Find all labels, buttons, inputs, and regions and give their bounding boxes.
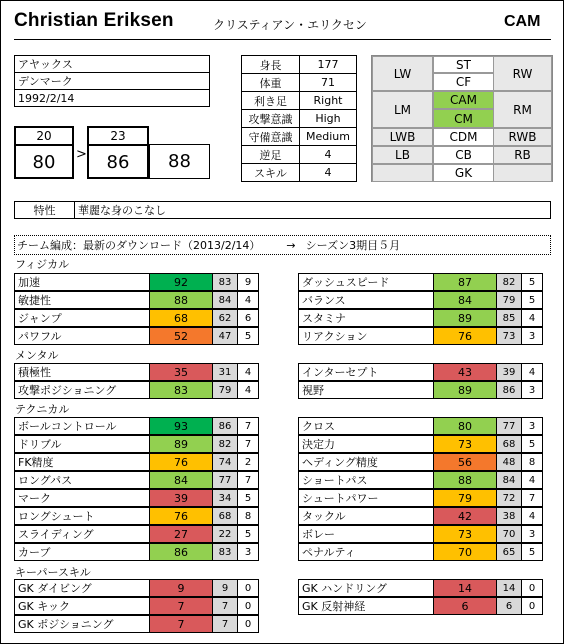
stat-step: 2 <box>237 453 259 471</box>
position-rw: RW <box>493 56 552 91</box>
stat-base: 48 <box>496 453 522 471</box>
stat-base: 84 <box>496 471 522 489</box>
stat-value: 86 <box>149 543 213 561</box>
stat-value: 43 <box>433 363 497 381</box>
stat-step: 3 <box>237 543 259 561</box>
stat-step: 3 <box>521 525 543 543</box>
stat-base: 31 <box>212 363 238 381</box>
stat-name: GK 反射神経 <box>298 597 434 615</box>
stat-base: 82 <box>212 435 238 453</box>
stat-step: 3 <box>521 417 543 435</box>
stat-base: 22 <box>212 525 238 543</box>
stat-step: 9 <box>237 273 259 291</box>
stat-value: 42 <box>433 507 497 525</box>
stat-base: 7 <box>212 615 238 633</box>
stat-step: 7 <box>237 435 259 453</box>
stat-value: 27 <box>149 525 213 543</box>
trait-label: 特性 <box>14 201 75 219</box>
stat-step: 4 <box>237 381 259 399</box>
stat-row <box>14 471 268 489</box>
stat-step: 0 <box>237 615 259 633</box>
stat-row <box>14 309 268 327</box>
rating-arrow: > <box>76 147 87 162</box>
stat-name: ロングパス <box>14 471 150 489</box>
profile-value: 4 <box>299 145 357 164</box>
stat-name: タックル <box>298 507 434 525</box>
stat-step: 6 <box>237 309 259 327</box>
stat-row <box>298 309 552 327</box>
stat-value: 6 <box>433 597 497 615</box>
stat-step: 4 <box>237 363 259 381</box>
trait-value: 華麗な身のこなし <box>74 201 551 219</box>
stat-base: 84 <box>212 291 238 309</box>
stat-row <box>298 417 552 435</box>
stat-step: 8 <box>237 507 259 525</box>
stat-name: 攻撃ポジショニング <box>14 381 150 399</box>
stat-row <box>14 291 268 309</box>
stat-base: 68 <box>496 435 522 453</box>
stat-base: 68 <box>212 507 238 525</box>
stat-row <box>298 489 552 507</box>
stat-row <box>298 471 552 489</box>
stat-name: GK ダイビング <box>14 579 150 597</box>
stat-base: 62 <box>212 309 238 327</box>
stat-row <box>14 327 268 345</box>
stat-row <box>298 435 552 453</box>
stat-value: 76 <box>149 507 213 525</box>
stat-name: マーク <box>14 489 150 507</box>
profile-value: 4 <box>299 163 357 182</box>
profile-value: Right <box>299 91 357 110</box>
team-note-left: チーム編成：最新のダウンロード（2013/2/14） <box>17 239 261 252</box>
stat-row <box>298 381 552 399</box>
stat-base: 38 <box>496 507 522 525</box>
stat-name: インターセプト <box>298 363 434 381</box>
stat-base: 14 <box>496 579 522 597</box>
stat-base: 79 <box>212 381 238 399</box>
stat-row <box>298 327 552 345</box>
rating-b-main: 86 <box>106 152 130 173</box>
stat-value: 7 <box>149 615 213 633</box>
stat-row <box>298 291 552 309</box>
club-field: アヤックス <box>14 55 210 73</box>
stat-base: 86 <box>496 381 522 399</box>
stat-value: 76 <box>149 453 213 471</box>
team-note <box>14 235 551 255</box>
stat-step: 3 <box>521 381 543 399</box>
stat-row <box>298 363 552 381</box>
stat-row <box>14 363 268 381</box>
stat-step: 4 <box>521 471 543 489</box>
stat-name: スタミナ <box>298 309 434 327</box>
stat-name: シュートパワー <box>298 489 434 507</box>
stat-value: 89 <box>433 381 497 399</box>
stat-row <box>298 597 552 615</box>
stat-base: 83 <box>212 543 238 561</box>
stat-name: ショートパス <box>298 471 434 489</box>
stat-step: 0 <box>237 579 259 597</box>
stat-row <box>14 417 268 435</box>
stat-base: 7 <box>212 597 238 615</box>
stat-step: 5 <box>521 435 543 453</box>
rating-a-main: 80 <box>32 152 56 173</box>
stat-step: 7 <box>237 417 259 435</box>
stat-value: 35 <box>149 363 213 381</box>
stat-base: 34 <box>212 489 238 507</box>
stat-value: 88 <box>433 471 497 489</box>
stat-row <box>298 525 552 543</box>
player-position: CAM <box>504 13 541 30</box>
position-cb: CB <box>433 146 494 164</box>
position-cm: CM <box>433 109 494 128</box>
stat-name: ドリブル <box>14 435 150 453</box>
stat-value: 73 <box>433 525 497 543</box>
stat-name: 決定力 <box>298 435 434 453</box>
stat-value: 89 <box>149 435 213 453</box>
stat-step: 5 <box>521 273 543 291</box>
stat-base: 47 <box>212 327 238 345</box>
stat-name: リアクション <box>298 327 434 345</box>
profile-label: 攻撃意識 <box>241 109 300 128</box>
stat-step: 8 <box>521 453 543 471</box>
stat-base: 77 <box>212 471 238 489</box>
stat-row <box>298 273 552 291</box>
stat-row <box>298 507 552 525</box>
position-cam: CAM <box>433 91 494 109</box>
stat-step: 0 <box>521 579 543 597</box>
stat-value: 80 <box>433 417 497 435</box>
stat-row <box>14 435 268 453</box>
stat-value: 92 <box>149 273 213 291</box>
country-field: デンマーク <box>14 72 210 90</box>
position-rwb: RWB <box>493 128 552 146</box>
rating-a-top: 20 <box>16 128 72 146</box>
stat-base: 85 <box>496 309 522 327</box>
stat-name: カーブ <box>14 543 150 561</box>
stat-name: ダッシュスピード <box>298 273 434 291</box>
section-physical: フィジカル <box>15 258 70 271</box>
stat-name: バランス <box>298 291 434 309</box>
stat-row <box>14 615 268 633</box>
stat-name: パワフル <box>14 327 150 345</box>
stat-base: 39 <box>496 363 522 381</box>
profile-value: Medium <box>299 127 357 146</box>
section-gk: キーパースキル <box>15 566 91 579</box>
stat-name: スライディング <box>14 525 150 543</box>
stat-row <box>14 525 268 543</box>
stat-base: 9 <box>212 579 238 597</box>
stat-name: ペナルティ <box>298 543 434 561</box>
team-note-arrow: → <box>286 238 296 252</box>
stat-name: 積極性 <box>14 363 150 381</box>
stat-row <box>14 381 268 399</box>
stat-name: ヘディング精度 <box>298 453 434 471</box>
stat-value: 83 <box>149 381 213 399</box>
stat-name: ボレー <box>298 525 434 543</box>
stat-row <box>14 579 268 597</box>
position-rm: RM <box>493 91 552 128</box>
stat-name: 加速 <box>14 273 150 291</box>
stat-row <box>14 597 268 615</box>
stat-value: 56 <box>433 453 497 471</box>
stat-value: 68 <box>149 309 213 327</box>
profile-label: 身長 <box>241 55 300 74</box>
stat-base: 72 <box>496 489 522 507</box>
section-technical: テクニカル <box>15 403 70 416</box>
stat-step: 5 <box>237 327 259 345</box>
stat-row <box>14 453 268 471</box>
stat-base: 83 <box>212 273 238 291</box>
stat-step: 4 <box>521 363 543 381</box>
profile-value: 177 <box>299 55 357 74</box>
stat-name: ジャンプ <box>14 309 150 327</box>
profile-label: 逆足 <box>241 145 300 164</box>
stat-name: 敏捷性 <box>14 291 150 309</box>
position-empty <box>372 164 433 182</box>
profile-label: 守備意識 <box>241 127 300 146</box>
stat-value: 93 <box>149 417 213 435</box>
profile-label: スキル <box>241 163 300 182</box>
profile-label: 利き足 <box>241 91 300 110</box>
position-cdm: CDM <box>433 128 494 146</box>
stat-value: 89 <box>433 309 497 327</box>
stat-name: GK ポジショニング <box>14 615 150 633</box>
position-gk: GK <box>433 164 494 182</box>
team-note-right: シーズン3期目５月 <box>305 239 401 252</box>
stat-value: 76 <box>433 327 497 345</box>
player-name: Christian Eriksen <box>14 10 174 31</box>
stat-step: 5 <box>521 291 543 309</box>
position-lm: LM <box>372 91 433 128</box>
player-name-kana: クリスティアン・エリクセン <box>213 18 367 32</box>
stat-base: 73 <box>496 327 522 345</box>
stat-step: 0 <box>237 597 259 615</box>
position-empty <box>493 164 552 182</box>
stat-base: 86 <box>212 417 238 435</box>
rating-b-top: 23 <box>89 128 147 146</box>
stat-name: 視野 <box>298 381 434 399</box>
stat-base: 82 <box>496 273 522 291</box>
stat-step: 5 <box>521 543 543 561</box>
stat-value: 84 <box>433 291 497 309</box>
stat-value: 88 <box>149 291 213 309</box>
stat-base: 79 <box>496 291 522 309</box>
section-mental: メンタル <box>15 349 59 362</box>
stat-row <box>14 273 268 291</box>
stat-row <box>298 543 552 561</box>
profile-value: High <box>299 109 357 128</box>
stat-step: 0 <box>521 597 543 615</box>
stat-step: 4 <box>521 507 543 525</box>
stat-row <box>298 453 552 471</box>
stat-name: ロングシュート <box>14 507 150 525</box>
stat-value: 73 <box>433 435 497 453</box>
stat-step: 5 <box>237 489 259 507</box>
stat-base: 65 <box>496 543 522 561</box>
stat-base: 6 <box>496 597 522 615</box>
profile-label: 体重 <box>241 73 300 92</box>
stat-row <box>14 489 268 507</box>
position-cf: CF <box>433 73 494 91</box>
rating-box-a <box>14 126 74 179</box>
stat-name: FK精度 <box>14 453 150 471</box>
stat-value: 87 <box>433 273 497 291</box>
position-lw: LW <box>372 56 433 91</box>
position-lb: LB <box>372 146 433 164</box>
stat-base: 74 <box>212 453 238 471</box>
stat-value: 84 <box>149 471 213 489</box>
stat-name: GK キック <box>14 597 150 615</box>
stat-name: クロス <box>298 417 434 435</box>
stat-value: 52 <box>149 327 213 345</box>
stat-row <box>298 579 552 597</box>
profile-value: 71 <box>299 73 357 92</box>
position-rb: RB <box>493 146 552 164</box>
stat-step: 5 <box>237 525 259 543</box>
stat-row <box>14 507 268 525</box>
rating-current: 88 <box>149 144 210 179</box>
stat-value: 14 <box>433 579 497 597</box>
stat-step: 7 <box>521 489 543 507</box>
birthdate-field: 1992/2/14 <box>14 89 210 107</box>
stat-value: 70 <box>433 543 497 561</box>
position-lwb: LWB <box>372 128 433 146</box>
stat-name: ボールコントロール <box>14 417 150 435</box>
stat-step: 7 <box>237 471 259 489</box>
title-divider <box>14 39 551 40</box>
stat-step: 4 <box>521 309 543 327</box>
position-st: ST <box>433 56 494 73</box>
stat-step: 3 <box>521 327 543 345</box>
rating-box-b <box>87 126 149 179</box>
stat-value: 79 <box>433 489 497 507</box>
stat-row <box>14 543 268 561</box>
stat-value: 9 <box>149 579 213 597</box>
stat-name: GK ハンドリング <box>298 579 434 597</box>
stat-step: 4 <box>237 291 259 309</box>
stat-value: 7 <box>149 597 213 615</box>
stat-base: 70 <box>496 525 522 543</box>
stat-base: 77 <box>496 417 522 435</box>
stat-value: 39 <box>149 489 213 507</box>
